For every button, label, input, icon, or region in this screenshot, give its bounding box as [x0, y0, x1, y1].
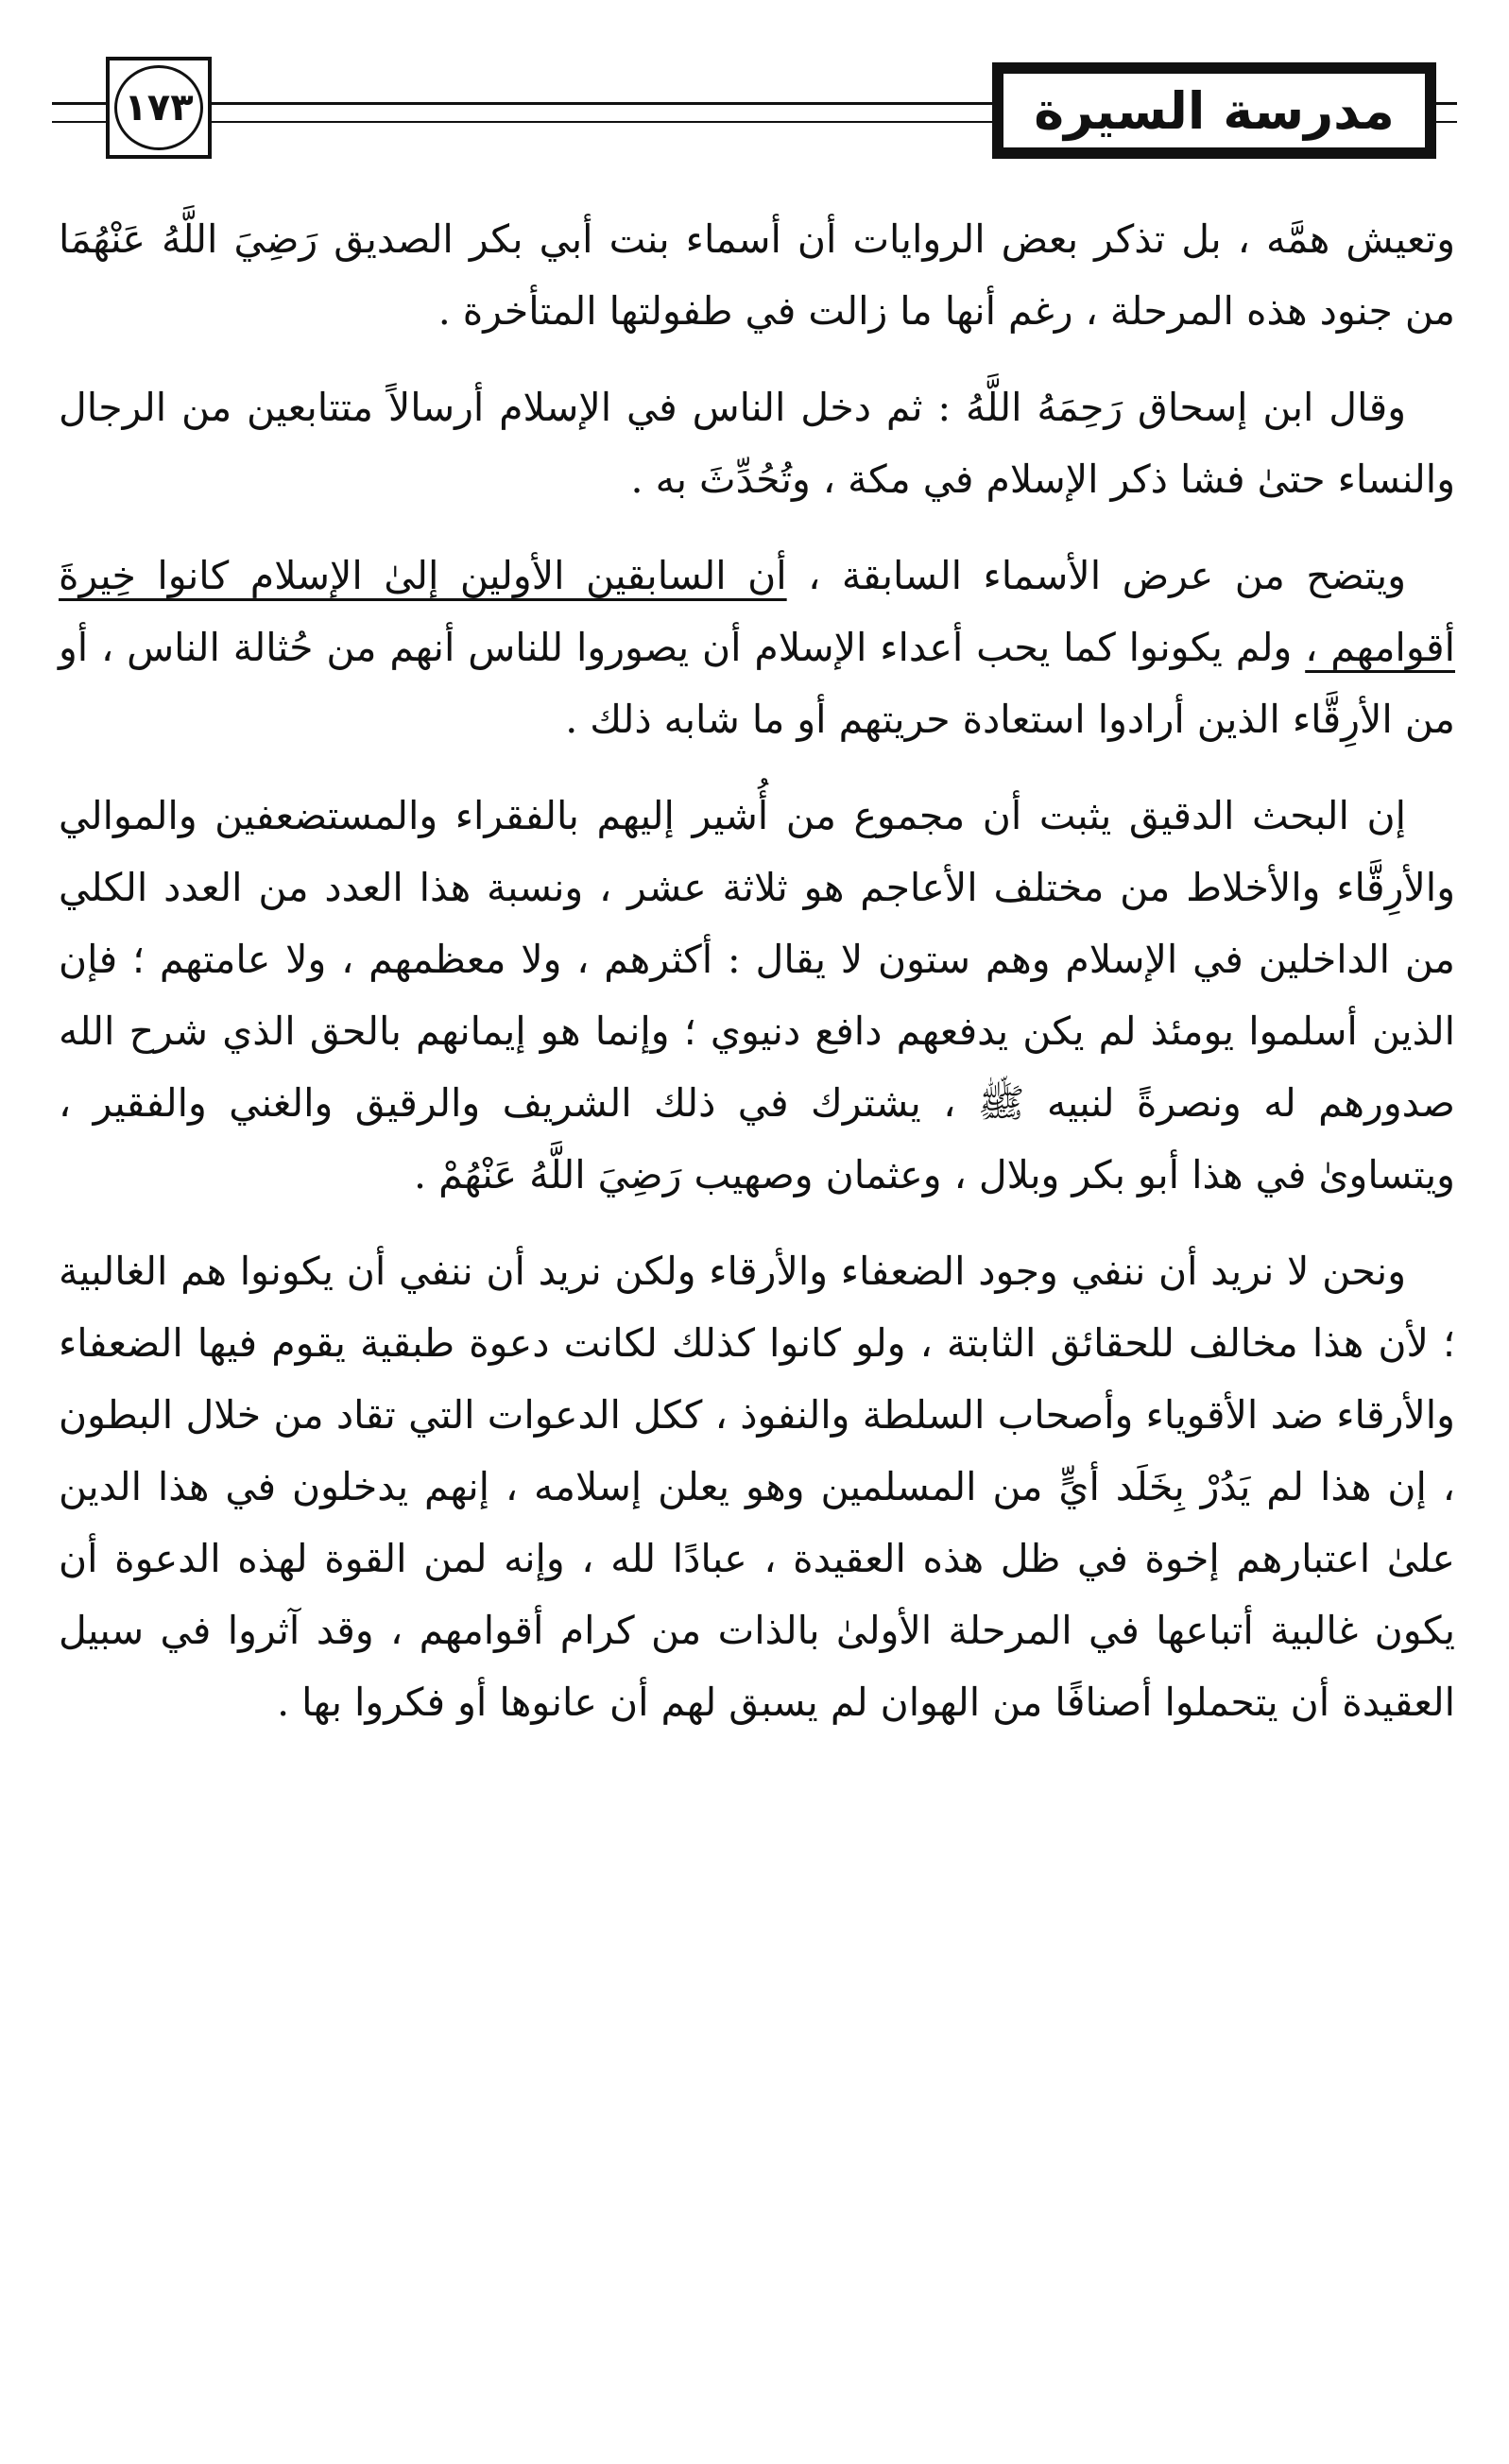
page-number: ١٧٣: [114, 65, 203, 150]
paragraph-3-rest: ولم يكونوا كما يحب أعداء الإسلام أن يصوروا للناس أنهم من حُثالة الناس ، أو من الأرِقَّاء الذين أرادوا استعادة حريتهم أو ما شابه ذلك .: [59, 625, 1455, 742]
paragraph-4: إن البحث الدقيق يثبت أن مجموع من أُشير إليهم بالفقراء والمستضعفين والموالي والأرِقَّاء والأخلاط من مختلف الأعاجم هو ثلاثة عشر ، ونسبة هذا العدد من العدد الكلي من الداخلين في الإسلام وهم ستون لا يقال : أكثرهم ، ولا معظمهم ، ولا عامتهم ؛ فإن الذين أسلموا يومئذ لم يكن يدفعهم دافع دنيوي ؛ وإنما هو إيمانهم بالحق الذي شرح الله صدورهم له ونصرةً لنبيه ﷺ ، يشترك في ذلك الشريف والرقيق والغني والفقير ، ويتساوىٰ في هذا أبو بكر وبلال ، وعثمان وصهيب رَضِيَ اللَّهُ عَنْهُمْ .: [59, 793, 1455, 1198]
running-title: مدرسة السيرة: [1002, 72, 1427, 149]
paragraph-3: [59, 540, 1455, 755]
paragraph-2: وقال ابن إسحاق رَحِمَهُ اللَّهُ : ثم دخل الناس في الإسلام أرسالاً متتابعين من الرجال والنساء حتىٰ فشا ذكر الإسلام في مكة ، وتُحُدِّثَ به .: [59, 385, 1455, 502]
running-title-box: [992, 62, 1436, 159]
page-number-box: [106, 57, 212, 159]
body-text: [59, 203, 1455, 1763]
paragraph-1: وتعيش همَّه ، بل تذكر بعض الروايات أن أسماء بنت أبي بكر الصديق رَضِيَ اللَّهُ عَنْهُمَا من جنود هذه المرحلة ، رغم أنها ما زالت في طفولتها المتأخرة .: [59, 216, 1455, 334]
paragraph-5: ونحن لا نريد أن ننفي وجود الضعفاء والأرقاء ولكن نريد أن ننفي أن يكونوا هم الغالبية ؛ لأن هذا مخالف للحقائق الثابتة ، ولو كانوا كذلك لكانت دعوة طبقية يقوم فيها الضعفاء والأرقاء ضد الأقوياء وأصحاب السلطة والنفوذ ، ككل الدعوات التي تقاد من خلال البطون ، إن هذا لم يَدُرْ بِخَلَد أيٍّ من المسلمين وهو يعلن إسلامه ، إنهم يدخلون في هذا الدين علىٰ اعتبارهم إخوة في ظل هذه العقيدة ، عبادًا لله ، وإنه لمن القوة لهذه الدعوة أن يكون غالبية أتباعها في المرحلة الأولىٰ بالذات من كرام أقوامهم ، وقد آثروا في سبيل العقيدة أن يتحملوا أصنافًا من الهوان لم يسبق لهم أن عانوها أو فكروا بها .: [59, 1249, 1455, 1725]
underlined-phrase: أن السابقين الأولين إلىٰ الإسلام كانوا خِيرةَ أقوامهم ،: [59, 553, 1455, 670]
paragraph-3-lead: ويتضح من عرض الأسماء السابقة ،: [786, 553, 1406, 598]
